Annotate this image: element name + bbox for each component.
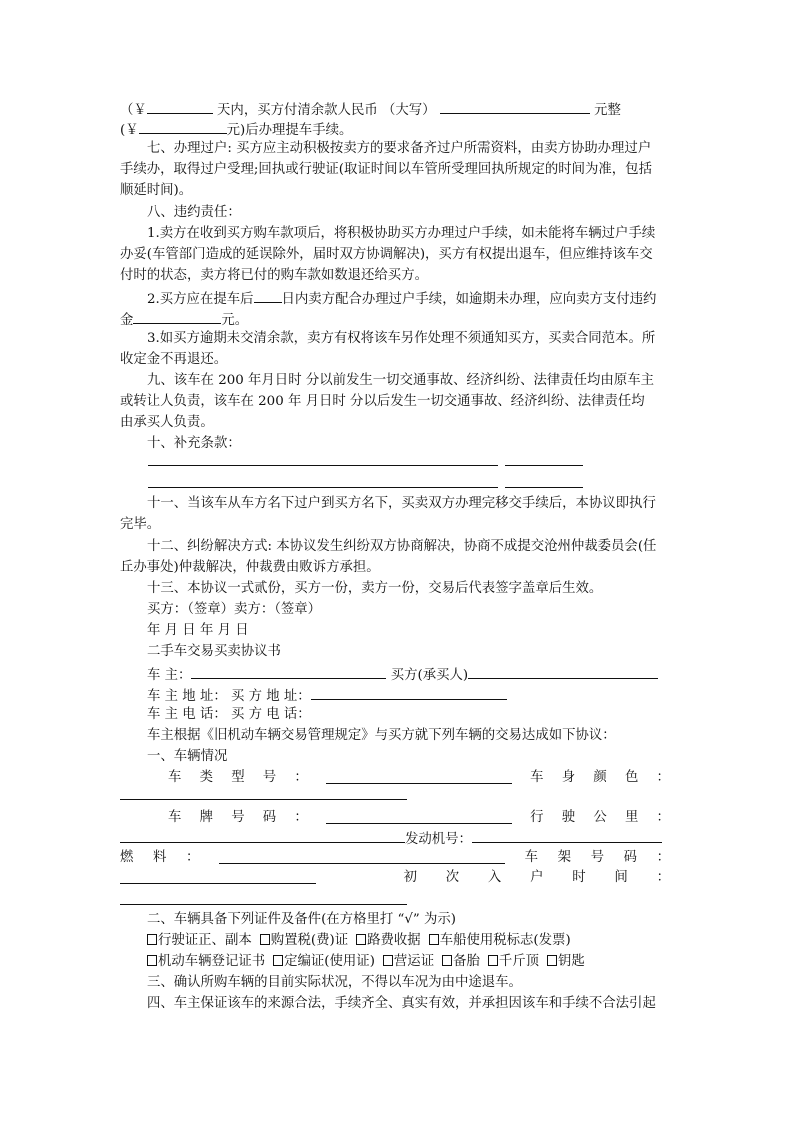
text: 车 (530, 770, 544, 785)
blank-penalty[interactable] (133, 308, 221, 324)
registration-row (120, 868, 670, 889)
text: 车 主： (147, 668, 192, 683)
plate-mileage-row (168, 808, 670, 829)
section-11-line-2: 完毕。 (120, 517, 161, 532)
item-1-line-2: 办妥(车管部门造成的延误除外，届时双方协调解决)，买方有权提出退车，但应维持该车交 (120, 247, 653, 262)
text: 元)后办理提车手续。 (226, 123, 353, 138)
section-9-line-2: 或转让人负责，该车在 200 年 月日时 分以后发生一切交通事故、经济纠纷、法律责任均 (120, 394, 645, 409)
checkbox[interactable] (147, 934, 157, 945)
text: 号 (231, 810, 245, 825)
text: 购置税(费)证 (270, 933, 349, 948)
text: 天内，买方付清余款人民币 （大写） (217, 103, 436, 118)
item-2-line-2 (120, 308, 675, 329)
text: 行 (530, 810, 544, 825)
section-4: 四、车主保证该车的来源合法，手续齐全、真实有效，并承担因该车和手续不合法引起 (147, 996, 656, 1011)
phone-line: 车 主 电 话： 买 方 电 话： (147, 707, 311, 722)
text: 元整 (594, 103, 621, 118)
agreement-title: 二手车交易买卖协议书 (147, 644, 281, 659)
text: 车 (168, 770, 182, 785)
text: 牌 (199, 810, 213, 825)
section-7-line-1: 七、办理过户: 买方应主动积极按卖方的要求备齐过户所需资料，由卖方协助办理过户 (147, 141, 652, 156)
item-3-line-1: 3.如买方逾期未交清余款，卖方有权将该车另作处理不须通知买方，买卖合同范本。所 (147, 331, 656, 346)
text: 车 (168, 810, 182, 825)
section-7-line-2: 手续办，取得过户受理;回执或行驶证(取证时间以车管所受理回执所规定的时间为准，包括 (120, 162, 652, 177)
text: 间 (614, 870, 628, 885)
checkbox[interactable] (273, 955, 283, 966)
address-field[interactable] (311, 684, 507, 700)
blank-days-after-pickup[interactable] (254, 287, 282, 303)
text: 架 (557, 850, 571, 865)
supplement-line[interactable] (148, 487, 498, 488)
text: 发动机号： (405, 832, 472, 847)
model-color-row (168, 768, 670, 789)
intro-line: 车主根据《旧机动车辆交易管理规定》与买方就下列车辆的交易达成如下协议： (147, 728, 616, 743)
text: 机动车辆登记证书 (158, 954, 266, 969)
text: 码 (623, 850, 637, 865)
text: 备胎 (453, 954, 480, 969)
text: 车 (524, 850, 538, 865)
documents-row-1 (147, 931, 675, 952)
date-line: 年 月 日 年 月 日 (147, 623, 249, 638)
text: 号 (590, 850, 604, 865)
text: 里 (624, 810, 639, 825)
balance-amount-line (120, 118, 675, 139)
text: （￥ (120, 103, 147, 118)
text: ： (294, 810, 308, 825)
text: 路费收据 (367, 933, 421, 948)
section-9-line-1: 九、该车在 200 年月日时 分以前发生一切交通事故、经济纠纷、法律责任均由原车主 (147, 373, 654, 388)
text: 千斤顶 (498, 954, 540, 969)
buyer-name-field[interactable] (468, 663, 658, 679)
section-12-line-2: 丘办事处)仲裁解决，仲裁费由败诉方承担。 (120, 560, 380, 575)
text: 定编证(使用证) (284, 954, 375, 969)
plate-field[interactable] (326, 808, 512, 824)
text: 类 (199, 770, 213, 785)
text: 时 (572, 870, 586, 885)
section-11-line-1: 十一、当该车从车方名下过户到买方名下，买卖双方办理完移交手续后，本协议即执行 (147, 496, 656, 511)
engine-row (120, 827, 675, 848)
text: 公 (593, 810, 607, 825)
text: 车 主 地 址： 买 方 地 址： (147, 689, 311, 704)
supplement-line[interactable] (505, 465, 583, 466)
owner-buyer-line (147, 663, 675, 684)
text: 车船使用税标志(发票) (439, 933, 571, 948)
text: 色 (624, 770, 639, 785)
text: ： (656, 810, 670, 825)
text: ： (186, 850, 200, 865)
text: 2.买方应在提车后 (147, 292, 254, 307)
text: 户 (530, 870, 544, 885)
text: ： (294, 770, 308, 785)
item-2-line-1 (147, 287, 675, 308)
text: 买方(承买人) (390, 668, 469, 683)
color-field[interactable] (120, 799, 407, 800)
registration-date-field[interactable] (120, 904, 407, 905)
blank-amount-uppercase[interactable] (440, 98, 590, 114)
checkbox[interactable] (260, 934, 270, 945)
text: (￥ (120, 123, 139, 138)
supplement-line[interactable] (505, 487, 583, 488)
text: 金 (120, 313, 134, 328)
text: 初 (403, 870, 417, 885)
text: 码 (262, 810, 277, 825)
checkbox[interactable] (547, 955, 557, 966)
text: 身 (561, 770, 576, 785)
text: 行驶证正、副本 (158, 933, 252, 948)
text: 元。 (221, 313, 249, 328)
model-field[interactable] (326, 768, 512, 784)
text: 日内卖方配合办理过户手续，如逾期未办理，应向卖方支付违约 (281, 292, 657, 307)
blank-days[interactable] (147, 98, 213, 114)
signature-line: 买方：（签章）卖方：（签章） (147, 602, 322, 617)
item-1-line-1: 1.卖方在收到买方购车款项后，将积极协助买方办理过户手续，如未能将车辆过户手续 (147, 226, 656, 241)
text: ： (656, 870, 670, 885)
text: 料 (153, 850, 167, 865)
balance-payment-line (120, 98, 675, 119)
section-10-heading: 十、补充条款： (147, 436, 241, 451)
blank-amount[interactable] (139, 118, 227, 134)
text: 型 (231, 770, 245, 785)
engine-number-field[interactable] (472, 827, 662, 843)
text: 燃 (120, 850, 134, 865)
fuel-frame-row (120, 848, 670, 869)
fuel-field[interactable] (219, 848, 505, 864)
address-line (147, 684, 675, 705)
documents-row-2 (147, 952, 675, 973)
frame-number-field[interactable] (120, 868, 316, 884)
section-7-line-3: 顺延时间)。 (120, 183, 193, 198)
item-3-line-2: 收定金不再退还。 (120, 352, 228, 367)
checkbox[interactable] (383, 955, 393, 966)
checkbox[interactable] (488, 955, 498, 966)
text: 驶 (561, 810, 576, 825)
text: 号 (262, 770, 277, 785)
owner-name-field[interactable] (191, 663, 386, 679)
mileage-field[interactable] (120, 827, 405, 843)
text: 营运证 (393, 954, 435, 969)
vehicle-section-heading: 一、车辆情况 (147, 749, 228, 764)
text: 钥匙 (558, 954, 585, 969)
section-3: 三、确认所购车辆的目前实际状况，不得以车况为由中途退车。 (147, 975, 522, 990)
text: 入 (487, 870, 502, 885)
checkbox[interactable] (147, 955, 157, 966)
text: 颜 (593, 770, 607, 785)
checkbox[interactable] (356, 934, 366, 945)
text: ： (656, 770, 670, 785)
checkbox[interactable] (429, 934, 439, 945)
text: 次 (445, 870, 460, 885)
supplement-line[interactable] (148, 465, 498, 466)
checkbox[interactable] (442, 955, 452, 966)
text: ： (656, 850, 670, 865)
documents-heading: 二、车辆具备下列证件及备件(在方格里打 “√” 为示) (147, 912, 456, 927)
section-8-heading: 八、违约责任： (147, 205, 241, 220)
section-9-line-3: 由承买人负责。 (120, 415, 214, 430)
section-12-line-1: 十二、纠纷解决方式: 本协议发生纠纷双方协商解决，协商不成提交沧州仲裁委员会(任 (147, 539, 657, 554)
item-1-line-3: 付时的状态，卖方将已付的购车款如数退还给买方。 (120, 268, 428, 283)
section-13: 十三、本协议一式贰份，买方一份，卖方一份，交易后代表签字盖章后生效。 (147, 581, 603, 596)
